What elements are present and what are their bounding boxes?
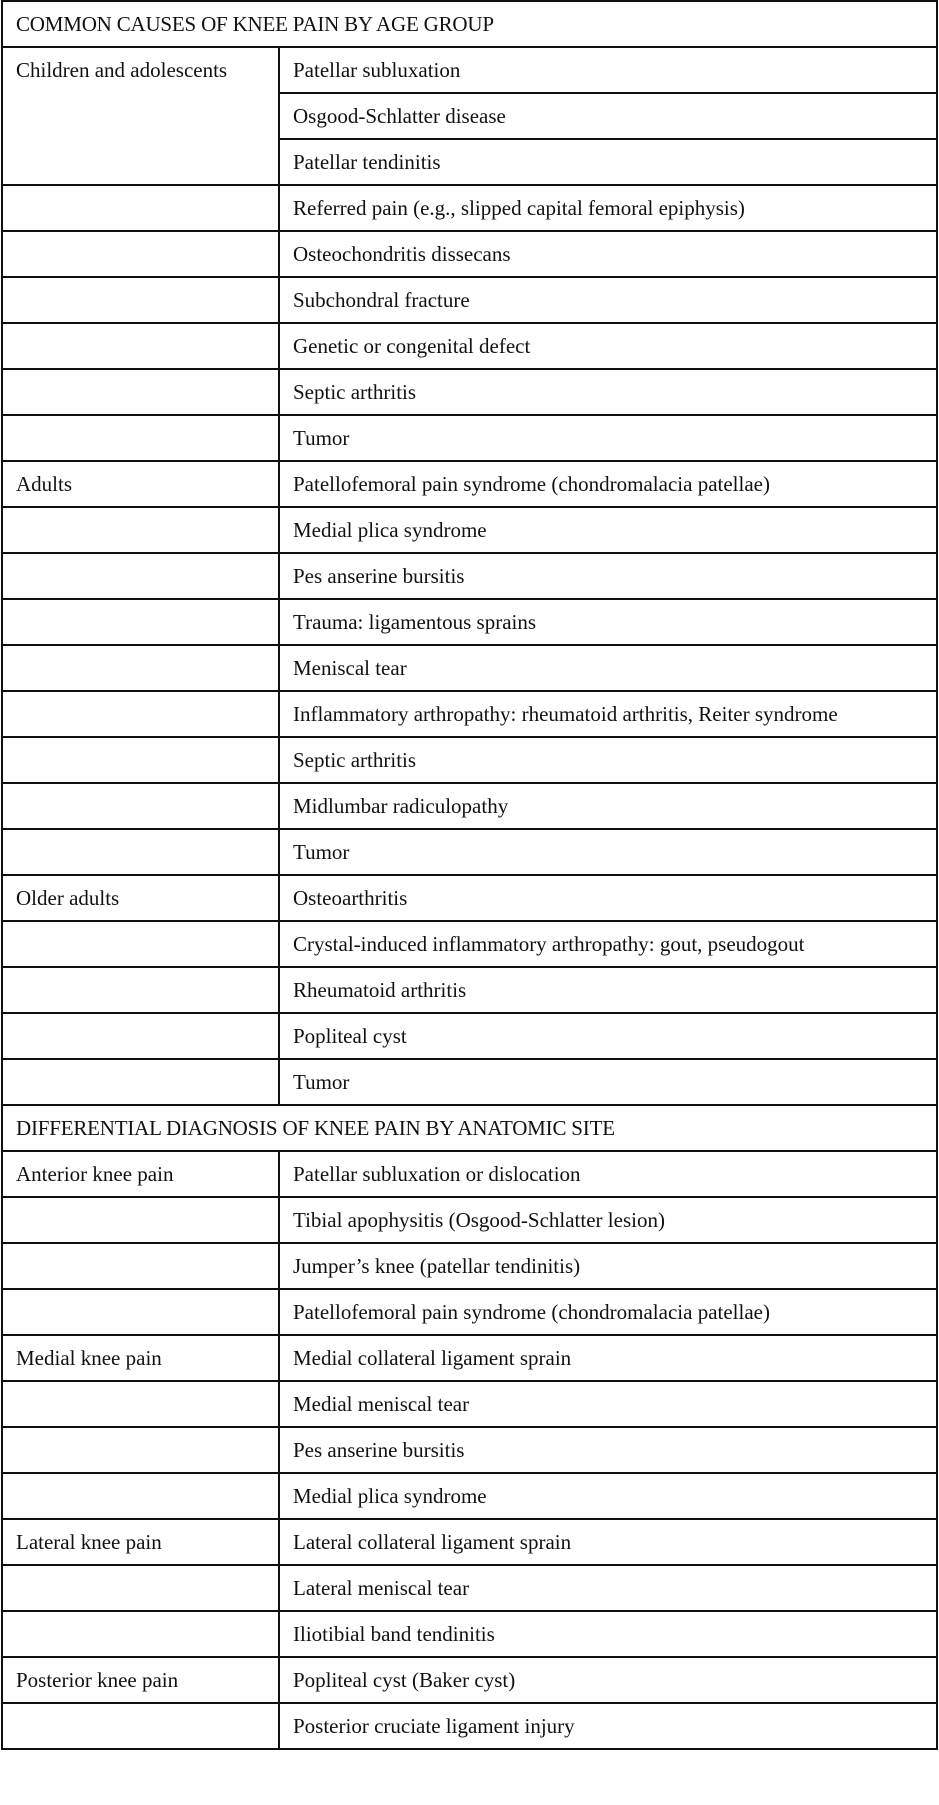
- table-row: [2, 737, 937, 783]
- cause-cell: Patellar tendinitis: [279, 139, 937, 185]
- cause-cell: Pes anserine bursitis: [279, 553, 937, 599]
- cause-cell: Pes anserine bursitis: [279, 1427, 937, 1473]
- group-label: Posterior knee pain: [2, 1657, 279, 1703]
- group-label: Children and adolescents: [2, 47, 279, 185]
- table-row: [2, 1289, 937, 1335]
- group-label: Lateral knee pain: [2, 1519, 279, 1565]
- table-row: [2, 691, 937, 737]
- cause-cell: Tumor: [279, 1059, 937, 1105]
- empty-cell: [2, 277, 279, 323]
- cause-cell: Patellar subluxation or dislocation: [279, 1151, 937, 1197]
- group-label: Anterior knee pain: [2, 1151, 279, 1197]
- cause-cell: Medial meniscal tear: [279, 1381, 937, 1427]
- cause-cell: Subchondral fracture: [279, 277, 937, 323]
- table-row: [2, 921, 937, 967]
- knee-pain-table: [1, 0, 938, 1750]
- empty-cell: [2, 1565, 279, 1611]
- empty-cell: [2, 1243, 279, 1289]
- empty-cell: [2, 921, 279, 967]
- section-title: DIFFERENTIAL DIAGNOSIS OF KNEE PAIN BY ANATOMIC SITE: [2, 1105, 937, 1151]
- table-row: [2, 461, 937, 507]
- table-row: [2, 415, 937, 461]
- cause-cell: Septic arthritis: [279, 369, 937, 415]
- cause-cell: Tumor: [279, 415, 937, 461]
- cause-cell: Meniscal tear: [279, 645, 937, 691]
- empty-cell: [2, 829, 279, 875]
- table-row: [2, 553, 937, 599]
- cause-cell: Jumper’s knee (patellar tendinitis): [279, 1243, 937, 1289]
- table-row: [2, 1427, 937, 1473]
- table-row: [2, 1565, 937, 1611]
- empty-cell: [2, 1381, 279, 1427]
- table-row: [2, 783, 937, 829]
- empty-cell: [2, 783, 279, 829]
- empty-cell: [2, 1703, 279, 1749]
- empty-cell: [2, 185, 279, 231]
- table-row: [2, 277, 937, 323]
- cause-cell: Tibial apophysitis (Osgood-Schlatter lesion): [279, 1197, 937, 1243]
- table-row: [2, 599, 937, 645]
- table-row: [2, 1611, 937, 1657]
- empty-cell: [2, 691, 279, 737]
- cause-cell: Lateral collateral ligament sprain: [279, 1519, 937, 1565]
- cause-cell: Referred pain (e.g., slipped capital femoral epiphysis): [279, 185, 937, 231]
- group-label: Older adults: [2, 875, 279, 921]
- table-row: [2, 967, 937, 1013]
- group-label: Adults: [2, 461, 279, 507]
- table-row: [2, 1703, 937, 1749]
- table-row: [2, 829, 937, 875]
- empty-cell: [2, 967, 279, 1013]
- cause-cell: Patellar subluxation: [279, 47, 937, 93]
- section-header-row: [2, 1, 937, 47]
- empty-cell: [2, 1013, 279, 1059]
- empty-cell: [2, 1473, 279, 1519]
- cause-cell: Septic arthritis: [279, 737, 937, 783]
- empty-cell: [2, 323, 279, 369]
- cause-cell: Posterior cruciate ligament injury: [279, 1703, 937, 1749]
- cause-cell: Trauma: ligamentous sprains: [279, 599, 937, 645]
- table-row: [2, 875, 937, 921]
- cause-cell: Medial plica syndrome: [279, 507, 937, 553]
- cause-cell: Tumor: [279, 829, 937, 875]
- table-row: [2, 185, 937, 231]
- table-body: [2, 1, 937, 1749]
- table-row: [2, 323, 937, 369]
- empty-cell: [2, 415, 279, 461]
- empty-cell: [2, 737, 279, 783]
- cause-cell: Crystal-induced inflammatory arthropathy: gout, pseudogout: [279, 921, 937, 967]
- table-row: [2, 1381, 937, 1427]
- table-row: [2, 1197, 937, 1243]
- cause-cell: Osteoarthritis: [279, 875, 937, 921]
- empty-cell: [2, 1611, 279, 1657]
- empty-cell: [2, 231, 279, 277]
- cause-cell: Iliotibial band tendinitis: [279, 1611, 937, 1657]
- empty-cell: [2, 507, 279, 553]
- cause-cell: Osgood-Schlatter disease: [279, 93, 937, 139]
- cause-cell: Patellofemoral pain syndrome (chondromalacia patellae): [279, 1289, 937, 1335]
- section-title: COMMON CAUSES OF KNEE PAIN BY AGE GROUP: [2, 1, 937, 47]
- table-row: [2, 1657, 937, 1703]
- table-row: [2, 1473, 937, 1519]
- table-row: [2, 645, 937, 691]
- empty-cell: [2, 1427, 279, 1473]
- empty-cell: [2, 553, 279, 599]
- cause-cell: Medial plica syndrome: [279, 1473, 937, 1519]
- cause-cell: Lateral meniscal tear: [279, 1565, 937, 1611]
- cause-cell: Medial collateral ligament sprain: [279, 1335, 937, 1381]
- empty-cell: [2, 645, 279, 691]
- table-row: [2, 1151, 937, 1197]
- cause-cell: Popliteal cyst (Baker cyst): [279, 1657, 937, 1703]
- empty-cell: [2, 369, 279, 415]
- section-header-row: [2, 1105, 937, 1151]
- table-row: [2, 1243, 937, 1289]
- cause-cell: Patellofemoral pain syndrome (chondromalacia patellae): [279, 461, 937, 507]
- table-row: [2, 1519, 937, 1565]
- empty-cell: [2, 1289, 279, 1335]
- table-row: [2, 507, 937, 553]
- cause-cell: Popliteal cyst: [279, 1013, 937, 1059]
- table-row: [2, 1059, 937, 1105]
- cause-cell: Osteochondritis dissecans: [279, 231, 937, 277]
- cause-cell: Midlumbar radiculopathy: [279, 783, 937, 829]
- table-row: [2, 1013, 937, 1059]
- cause-cell: Genetic or congenital defect: [279, 323, 937, 369]
- empty-cell: [2, 1059, 279, 1105]
- group-label: Medial knee pain: [2, 1335, 279, 1381]
- cause-cell: Inflammatory arthropathy: rheumatoid arthritis, Reiter syndrome: [279, 691, 937, 737]
- table-row: [2, 1335, 937, 1381]
- empty-cell: [2, 1197, 279, 1243]
- cause-cell: Rheumatoid arthritis: [279, 967, 937, 1013]
- table-row: [2, 231, 937, 277]
- empty-cell: [2, 599, 279, 645]
- table-row: [2, 369, 937, 415]
- table-row: [2, 47, 937, 93]
